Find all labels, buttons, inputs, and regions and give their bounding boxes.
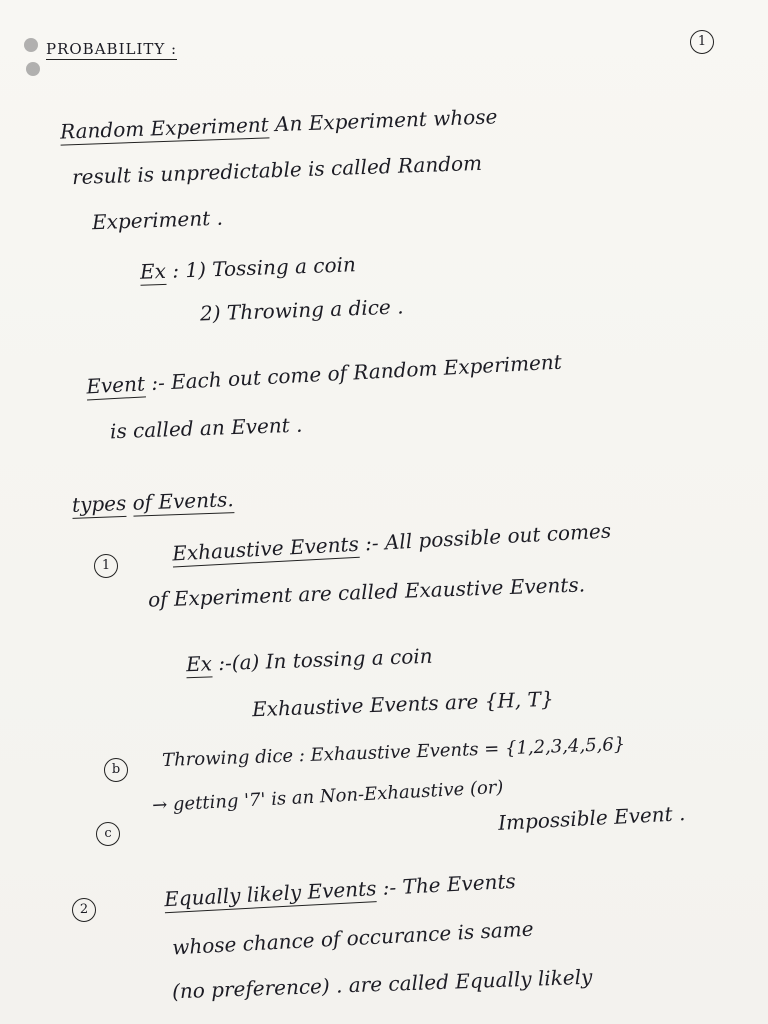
section-number-2: 2 — [72, 898, 96, 922]
event-text-2: is called an Event . — [109, 412, 303, 444]
example-label: Ex — [139, 258, 167, 284]
equally-likely-definition — [164, 869, 517, 911]
exhaustive-impossible-event: Impossible Event . — [497, 801, 686, 835]
random-experiment-text-3: Experiment . — [91, 205, 224, 235]
random-experiment-definition — [60, 104, 498, 143]
of-events-words: of Events. — [132, 487, 235, 515]
random-experiment-text-1: An Experiment whose — [274, 104, 498, 137]
types-of-events-heading — [72, 487, 234, 517]
equally-likely-text-2: whose chance of occurance is same — [171, 916, 535, 960]
exhaustive-example-a-line-2: Exhaustive Events are {H, T} — [251, 686, 554, 722]
example-1-text: : 1) Tossing a coin — [171, 252, 357, 283]
exhaustive-events-definition — [172, 519, 612, 566]
random-experiment-text-2: result is unpredictable is called Random — [71, 150, 483, 190]
item-label-b: b — [104, 758, 128, 782]
binder-hole — [24, 38, 38, 52]
equally-likely-text-3: (no preference) . are called Equally likely — [171, 964, 593, 1004]
event-definition — [86, 350, 563, 399]
section-number-1: 1 — [94, 554, 118, 578]
random-experiment-example-1 — [140, 252, 357, 284]
exhaustive-non-exhaustive-line: → getting '7' is an Non-Exhaustive (or) — [151, 776, 504, 817]
event-heading: Event — [85, 371, 146, 399]
exhaustive-events-heading: Exhaustive Events — [171, 531, 360, 566]
event-text-1: :- Each out come of Random Experiment — [150, 349, 563, 396]
page-title: PROBABILITY : — [46, 40, 178, 58]
types-word: types — [71, 490, 127, 517]
exhaustive-text-1: :- All possible out comes — [364, 518, 612, 556]
binder-hole — [26, 62, 40, 76]
exhaustive-example-label: Ex — [185, 651, 213, 677]
page-number: 1 — [690, 30, 714, 54]
random-experiment-example-2: 2) Throwing a dice . — [199, 294, 404, 326]
random-experiment-heading: Random Experiment — [59, 112, 270, 144]
exhaustive-text-2: of Experiment are called Exaustive Events. — [147, 572, 586, 612]
exhaustive-example-b: Throwing dice : Exhaustive Events = {1,2,3,4,5,6} — [161, 733, 626, 772]
equally-likely-text-1: :- The Events — [382, 868, 517, 900]
exhaustive-example-a — [186, 644, 433, 677]
item-label-c: c — [96, 822, 120, 846]
equally-likely-heading: Equally likely Events — [163, 876, 377, 912]
exhaustive-example-a-text: :-(a) In tossing a coin — [217, 643, 433, 676]
